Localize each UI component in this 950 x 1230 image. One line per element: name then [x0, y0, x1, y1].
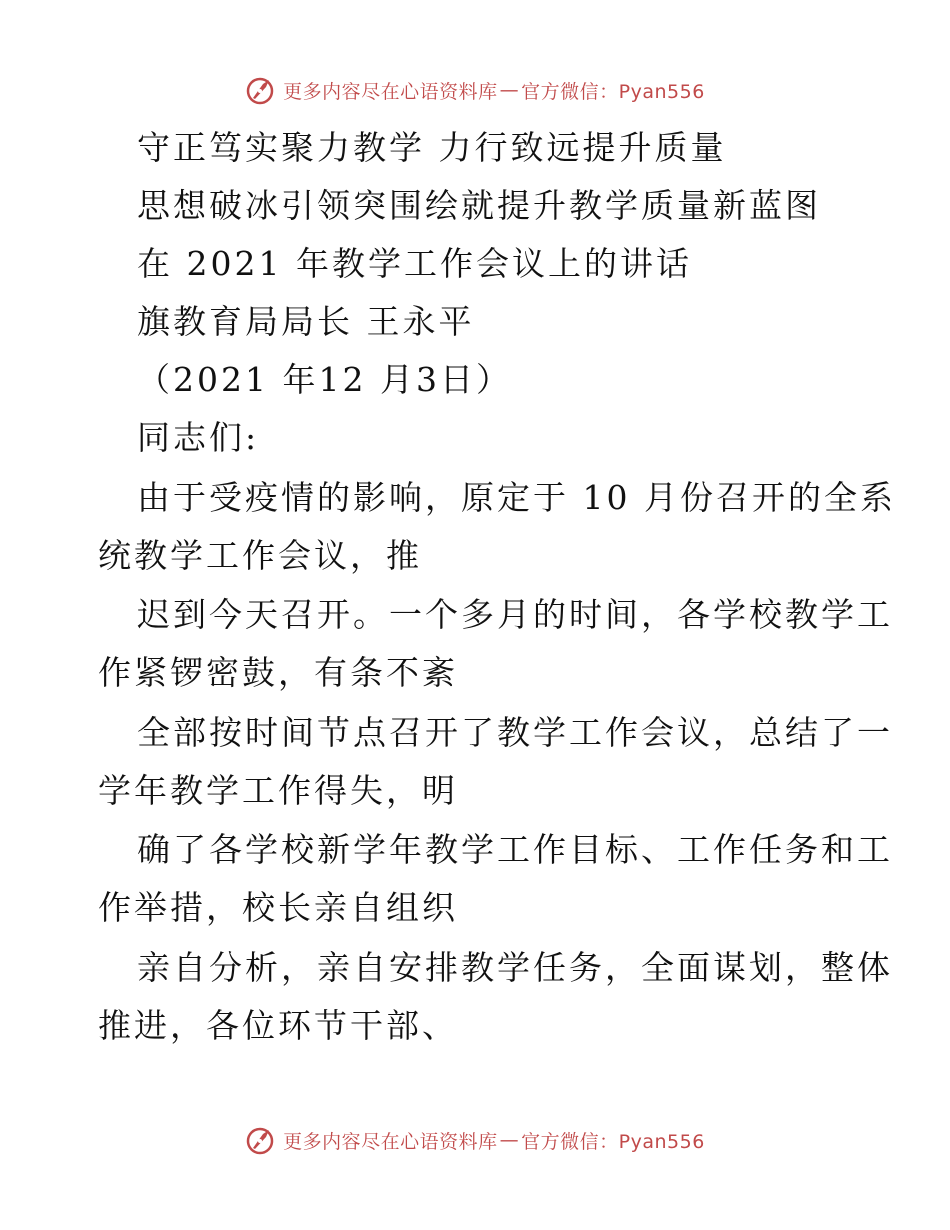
doc-occasion: 在 2021 年教学工作会议上的讲话 — [137, 244, 692, 283]
watermark-dash: — — [499, 79, 520, 101]
paragraph-line: 作紧锣密鼓，有条不紊 — [98, 653, 458, 692]
paragraph-line: 由于受疫情的影响，原定于 10 月份召开的全系 — [137, 478, 896, 517]
paragraph-line: 确了各学校新学年教学工作目标、工作任务和工 — [137, 830, 893, 869]
watermark-text: 更多内容尽在心语资料库 — [283, 1130, 498, 1153]
watermark-dash: — — [499, 1129, 520, 1151]
paragraph-line: 推进，各位环节干部、 — [98, 1006, 458, 1045]
doc-salutation: 同志们: — [137, 418, 260, 457]
pen-nib-circle-icon — [245, 74, 277, 106]
paragraph-line: 作举措，校长亲自组织 — [98, 888, 458, 927]
paragraph-line: 统教学工作会议，推 — [98, 536, 422, 575]
header-watermark — [0, 70, 950, 110]
doc-date: （2021 年12 月3日） — [137, 360, 512, 399]
pen-nib-circle-icon — [245, 1124, 277, 1156]
paragraph-line: 亲自分析，亲自安排教学任务，全面谋划，整体 — [137, 948, 893, 987]
watermark-wechat: 官方微信：Pyan556 — [521, 80, 705, 103]
footer-watermark — [0, 1120, 950, 1160]
paragraph-line: 全部按时间节点召开了教学工作会议，总结了一 — [137, 713, 893, 752]
watermark-wechat: 官方微信：Pyan556 — [521, 1130, 705, 1153]
doc-speaker: 旗教育局局长 王永平 — [137, 302, 475, 341]
watermark-text: 更多内容尽在心语资料库 — [283, 80, 498, 103]
paragraph-line: 迟到今天召开。一个多月的时间，各学校教学工 — [137, 595, 893, 634]
paragraph-line: 学年教学工作得失，明 — [98, 771, 458, 810]
doc-title: 守正笃实聚力教学 力行致远提升质量 — [137, 128, 727, 167]
doc-subtitle: 思想破冰引领突围绘就提升教学质量新蓝图 — [137, 186, 821, 225]
